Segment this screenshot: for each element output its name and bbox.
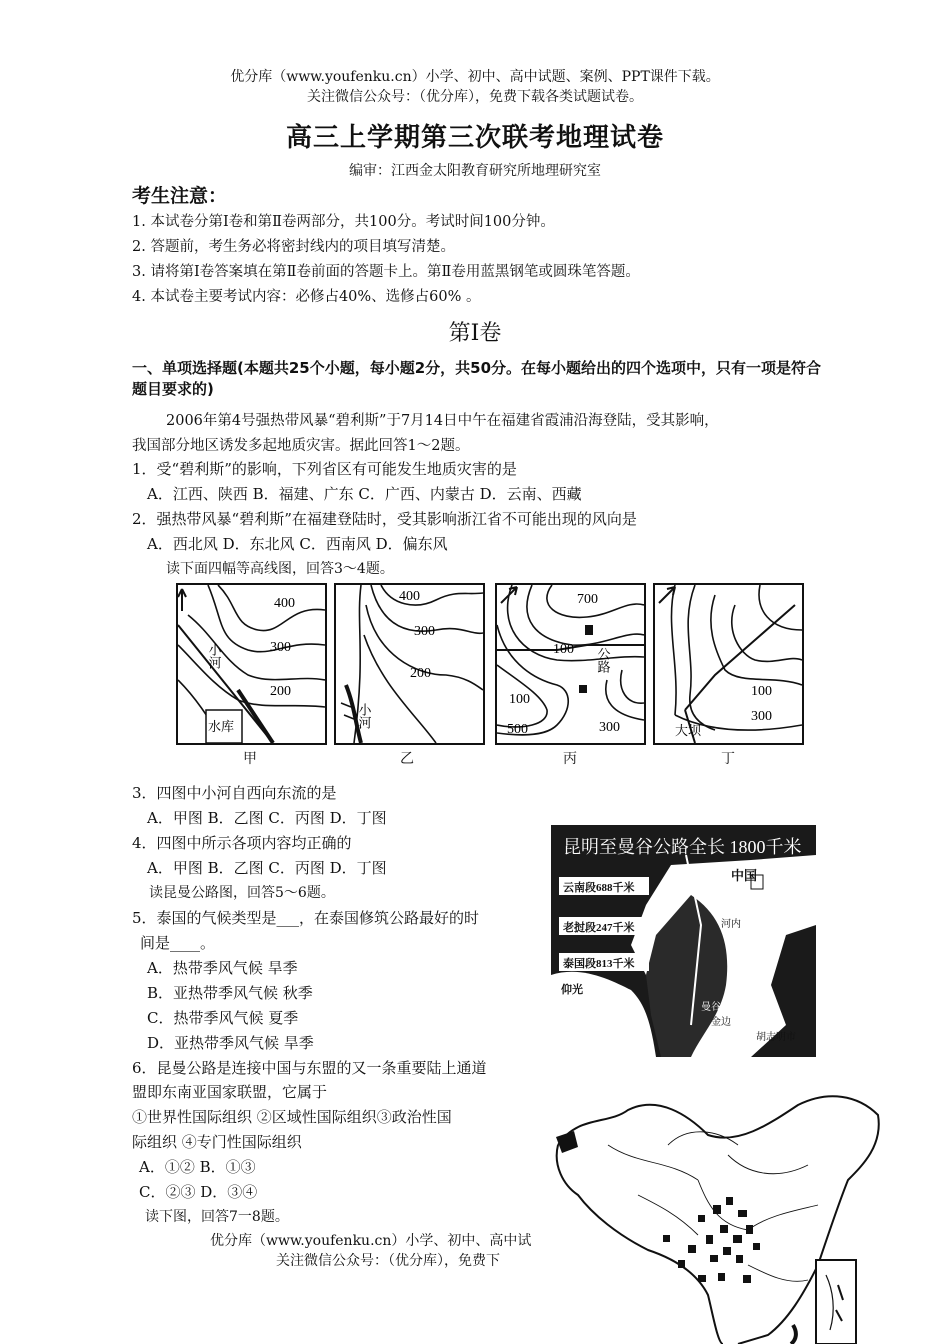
- kunman-map-title: 昆明至曼谷公路全长 1800千米: [563, 837, 802, 857]
- question-5-option-d: D．亚热带季风气候 旱季: [147, 1034, 314, 1052]
- question-6-options-cd: C．②③ D．③④: [139, 1183, 258, 1201]
- contour-map-ding: [653, 583, 804, 745]
- contour-map-yi: [334, 583, 485, 745]
- question-5-stem-cont: 间是____。: [140, 934, 216, 952]
- contour-map-yi-drawing: [336, 585, 483, 743]
- contour-label: 300: [599, 720, 620, 735]
- contour-map-bing-drawing: [497, 585, 644, 743]
- read-instruction-7-8: 读下图，回答7一8题。: [145, 1209, 289, 1225]
- question-2-options: A．西北风 D．东北风 C．西南风 D．偏东风: [147, 535, 448, 553]
- china-map: [548, 1085, 888, 1344]
- contour-label: 100: [751, 684, 772, 699]
- map-label-ding: 丁: [721, 751, 735, 767]
- question-4-stem: 4．四图中所示各项内容均正确的: [132, 834, 352, 852]
- contour-label: 100: [509, 692, 530, 707]
- question-1-options: A．江西、陕西 B．福建、广东 C．广西、内蒙古 D．云南、西藏: [147, 485, 582, 503]
- page-title: 高三上学期第三次联考地理试卷: [285, 123, 664, 153]
- kunman-map-label: 老挝段247千米: [563, 922, 635, 934]
- river-label: 小河: [356, 703, 372, 729]
- question-6-choices-1: ①世界性国际组织 ②区域性国际组织③政治性国: [132, 1108, 452, 1126]
- intro-line-2: 我国部分地区诱发多起地质灾害。据此回答1～2题。: [132, 438, 470, 454]
- section-heading: 一、单项选择题(本题共25个小题，每小题2分，共50分。在每小题给出的四个选项中，只有一项是符合题目要求的): [132, 359, 822, 398]
- kunman-map-label: 泰国段813千米: [563, 958, 635, 970]
- map-label-bing: 丙: [563, 751, 577, 767]
- question-5-stem: 5．泰国的气候类型是___，在泰国修筑公路最好的时: [132, 909, 480, 927]
- contour-label: 200: [410, 666, 431, 681]
- map-label-jia: 甲: [243, 751, 257, 767]
- site-footer-line-1: 优分库（www.youfenku.cn）小学、初中、高中试: [210, 1233, 532, 1249]
- editor-line: 编审：江西金太阳教育研究所地理研究室: [349, 163, 601, 179]
- question-4-options: A．甲图 B．乙图 C．丙图 D．丁图: [147, 859, 387, 877]
- site-header-line-2: 关注微信公众号：（优分库），免费下载各类试题试卷。: [307, 89, 643, 105]
- kunman-map-label: 曼谷: [701, 1002, 721, 1013]
- kunman-map-label: 仰光: [561, 984, 583, 996]
- kunman-map-label: 河内: [721, 919, 741, 930]
- kunman-map-label: 中国: [731, 868, 758, 883]
- question-1-stem: 1．受“碧利斯”的影响，下列省区有可能发生地质灾害的是: [132, 460, 517, 478]
- river-label: 小河: [206, 643, 222, 669]
- contour-label: 500: [507, 722, 528, 737]
- contour-map-jia-drawing: [178, 585, 325, 743]
- question-5-option-b: B．亚热带季风气候 秋季: [147, 984, 313, 1002]
- contour-label: 700: [577, 592, 598, 607]
- contour-label: 300: [270, 640, 291, 655]
- question-5-option-a: A．热带季风气候 旱季: [147, 959, 298, 977]
- road-label: 公路: [595, 647, 611, 673]
- china-map-drawing: [548, 1085, 888, 1344]
- kunman-map-label: 金边: [711, 1017, 731, 1028]
- question-2-stem: 2．强热带风暴“碧利斯”在福建登陆时，受其影响浙江省不可能出现的风向是: [132, 510, 637, 528]
- notice-heading: 考生注意：: [132, 185, 228, 207]
- notice-item: 2. 答题前，考生务必将密封线内的项目填写清楚。: [132, 239, 455, 255]
- contour-map-jia: [176, 583, 327, 745]
- site-footer-line-2: 关注微信公众号：（优分库），免费下: [276, 1253, 500, 1269]
- intro-line-1: 2006年第4号强热带风暴“碧利斯”于7月14日中午在福建省霞浦沿海登陆，受其影响，: [166, 413, 719, 429]
- kunman-highway-map: [551, 825, 816, 1057]
- contour-map-ding-drawing: [655, 585, 802, 743]
- question-3-options: A．甲图 B．乙图 C．丙图 D．丁图: [147, 809, 387, 827]
- question-6-options-ab: A．①② B．①③: [139, 1158, 256, 1176]
- question-3-stem: 3．四图中小河自西向东流的是: [132, 784, 337, 802]
- kunman-map-label: 胡志明市: [756, 1032, 796, 1043]
- dam-label: 大坝: [675, 723, 702, 738]
- question-6-stem: 6．昆曼公路是连接中国与东盟的又一条重要陆上通道: [132, 1059, 487, 1077]
- site-header-line-1: 优分库（www.youfenku.cn）小学、初中、高中试题、案例、PPT课件下载。: [230, 69, 720, 85]
- notice-item: 3. 请将第Ⅰ卷答案填在第Ⅱ卷前面的答题卡上。第Ⅱ卷用蓝黑钢笔或圆珠笔答题。: [132, 264, 640, 280]
- contour-label: 300: [751, 709, 772, 724]
- contour-label: 200: [270, 684, 291, 699]
- kunman-map-drawing: [551, 825, 816, 1057]
- read-instruction-3-4: 读下面四幅等高线图，回答3～4题。: [166, 561, 394, 577]
- map-label-yi: 乙: [400, 751, 414, 767]
- reservoir-label: 水库: [208, 719, 235, 734]
- contour-map-bing: [495, 583, 646, 745]
- part-title: 第Ⅰ卷: [448, 321, 502, 346]
- contour-label: 100: [553, 642, 574, 657]
- notice-item: 4. 本试卷主要考试内容：必修占40%、选修占60% 。: [132, 289, 481, 305]
- question-5-option-c: C．热带季风气候 夏季: [147, 1009, 299, 1027]
- question-6-stem-cont: 盟即东南亚国家联盟，它属于: [132, 1083, 328, 1101]
- contour-label: 400: [274, 596, 295, 611]
- notice-item: 1. 本试卷分第Ⅰ卷和第Ⅱ卷两部分，共100分。考试时间100分钟。: [132, 214, 555, 230]
- question-6-choices-2: 际组织 ④专门性国际组织: [132, 1133, 302, 1151]
- contour-label: 300: [414, 624, 435, 639]
- read-instruction-5-6: 读昆曼公路图，回答5～6题。: [149, 885, 335, 901]
- contour-label: 400: [399, 589, 420, 604]
- kunman-map-label: 云南段688千米: [563, 882, 635, 894]
